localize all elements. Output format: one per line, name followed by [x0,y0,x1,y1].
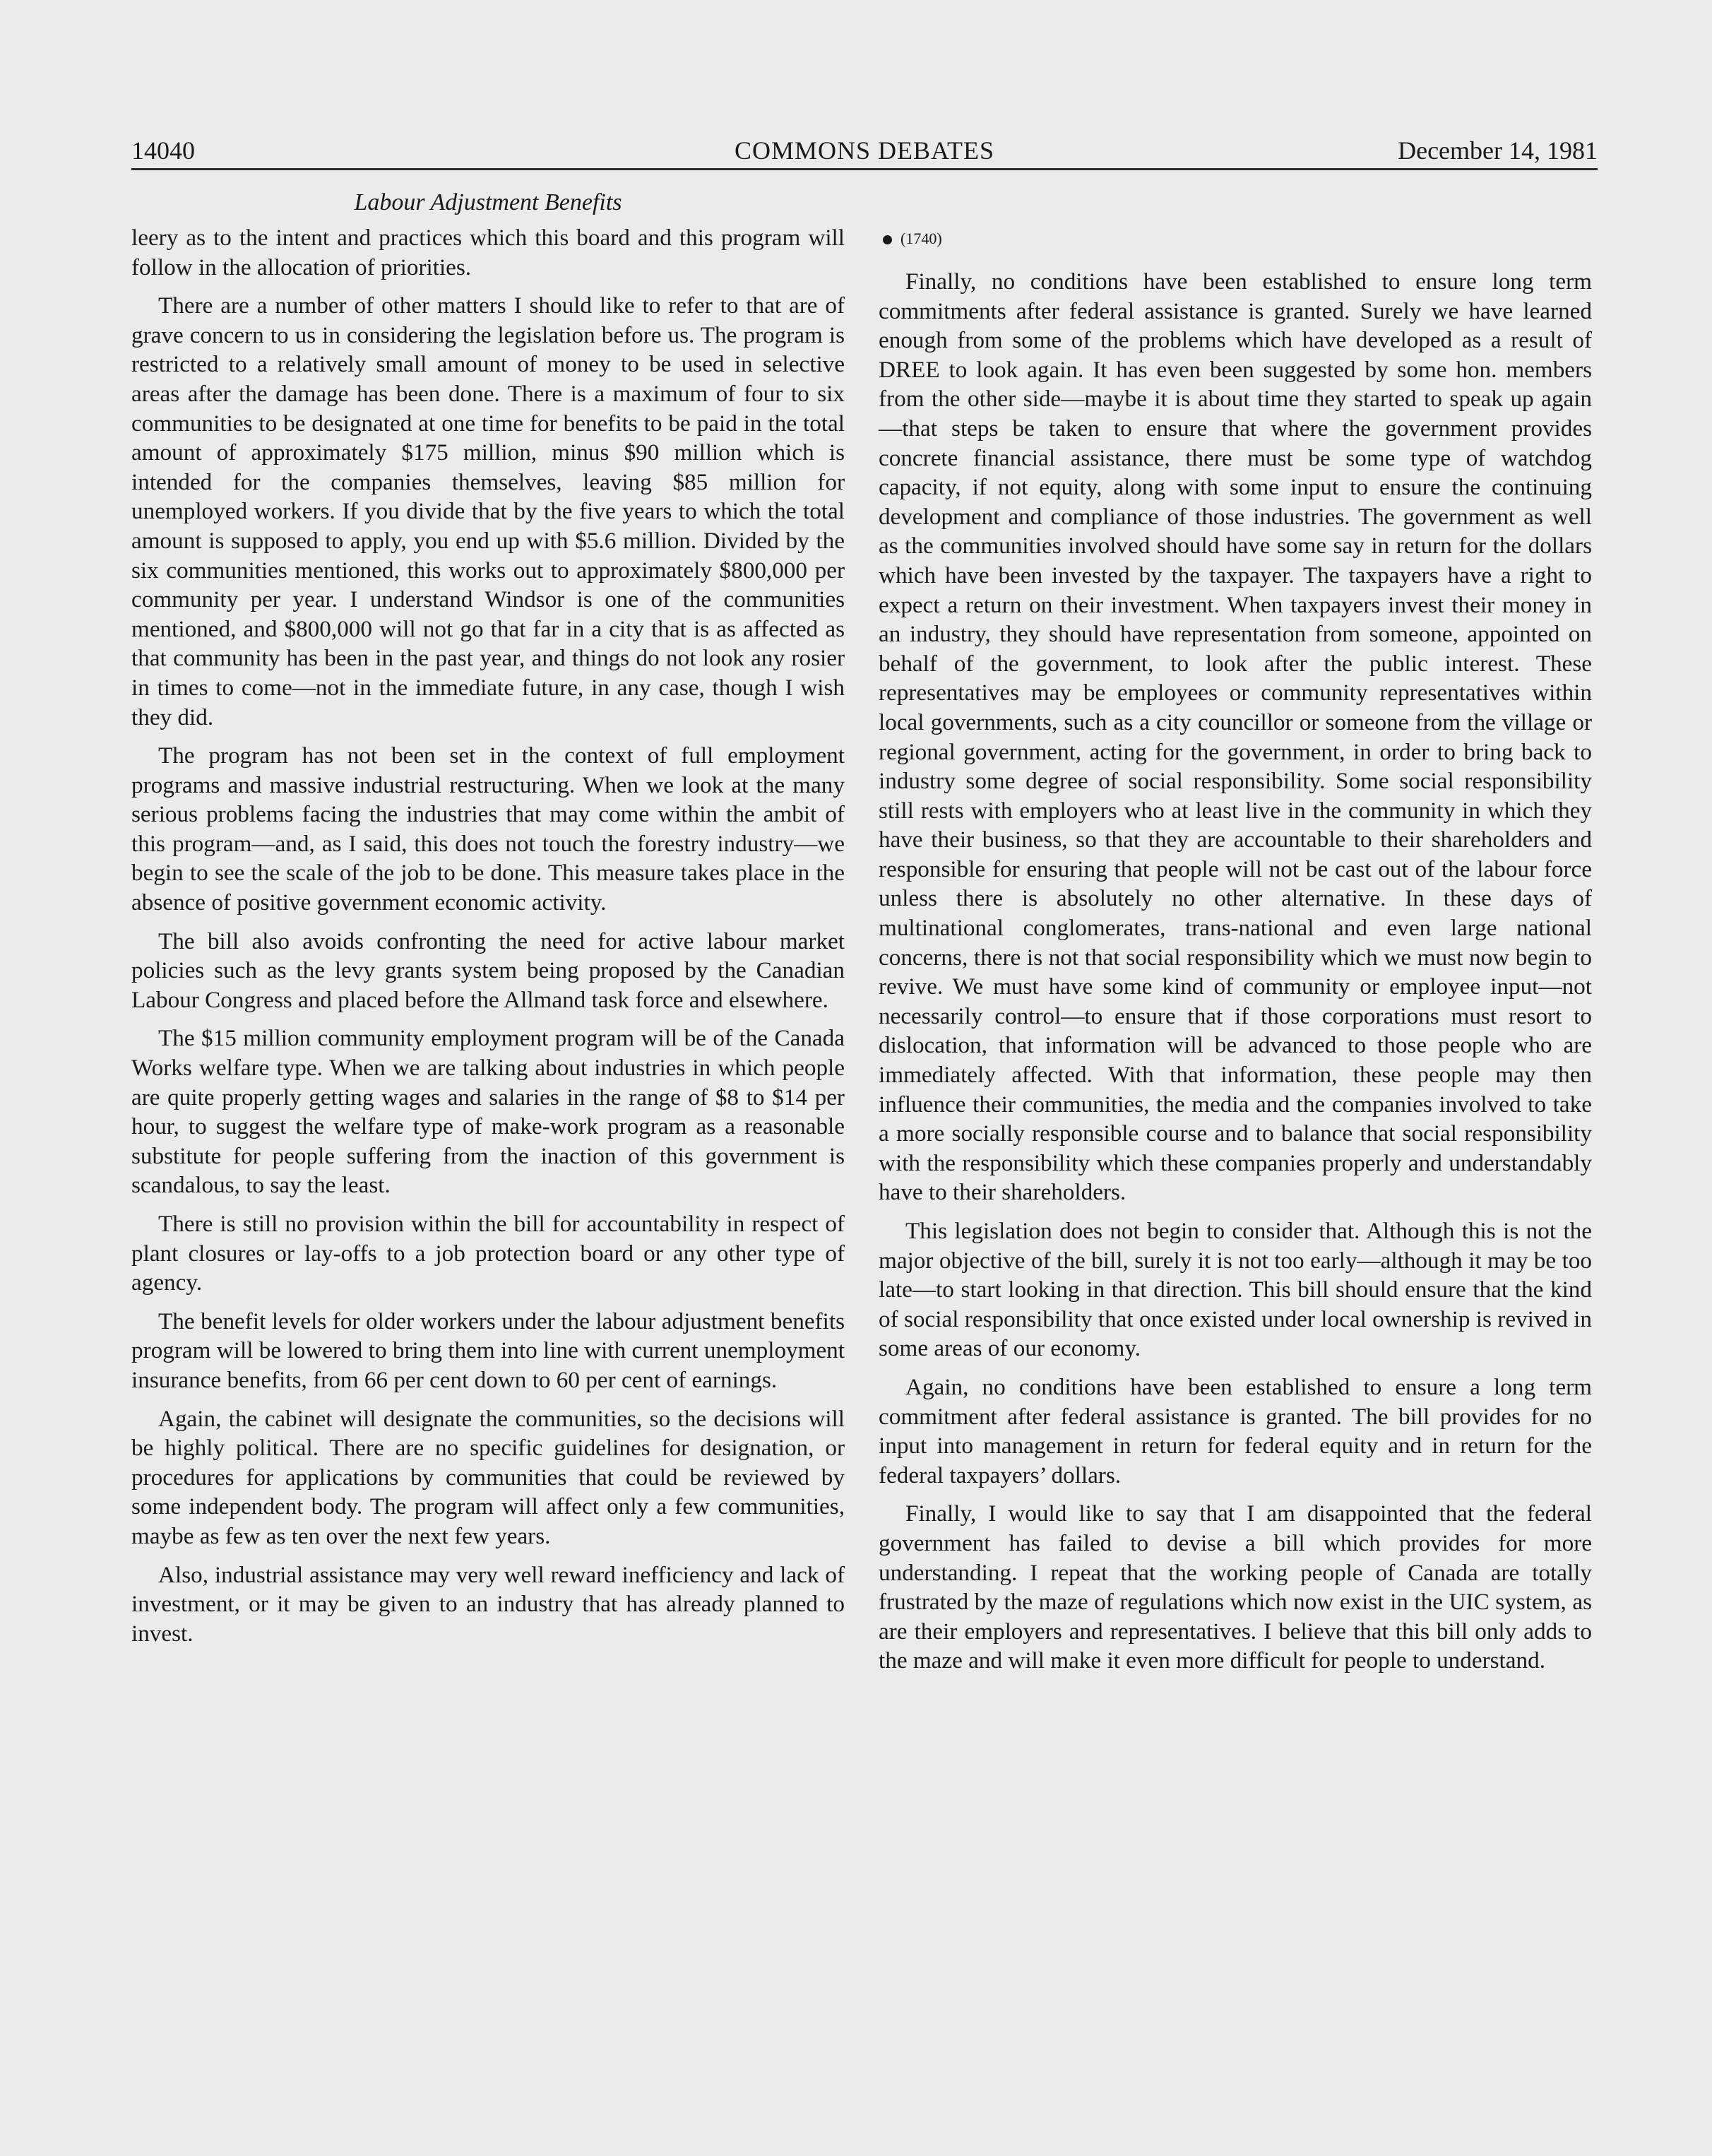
paragraph: This legislation does not begin to consider that. Although this is not the major objective of the bill, surely it is not too early—although it may be too late—to start looking in that direction. This bill should ensure that the kind of social responsibility that once existed under local ownership is revived in some areas of our economy. [879,1218,1592,1362]
paragraph: leery as to the intent and practices which this board and this program will follow in the allocation of priorities. [131,225,845,280]
running-header [131,133,1598,168]
paragraph: The program has not been set in the context of full employment programs and massive industrial restructuring. When we look at the many serious problems facing the industries that may come within the ambit of this program—and, as I said, this does not touch the forestry industry—we begin to see the scale of the job to be done. This measure takes place in the absence of positive government economic activity. [131,742,845,916]
right-column [879,223,1592,1685]
time-marker [883,223,1592,254]
left-column [131,223,845,1657]
paragraph: The $15 million community employment program will be of the Canada Works welfare type. When we are talking about industries in which people are quite properly getting wages and salaries in the range of $8 to $14 per hour, to suggest the welfare type of make-work program as a reasonable substitute for people suffering from the inaction of this government is scandalous, to say the least. [131,1025,845,1199]
section-subheading: Labour Adjustment Benefits [354,189,622,215]
paragraph: There are a number of other matters I should like to refer to that are of grave concern to us in considering the legislation before us. The program is restricted to a relatively small amount of money to be used in selective areas after the damage has been done. There is a maximum of four to six communities to be designated at one time for benefits to be paid in the total amount of approximately $175 million, minus $90 million which is intended for the companies themselves, leaving $85 million for unemployed workers. If you divide that by the five years to which the total amount is supposed to apply, you end up with $5.6 million. Divided by the six communities mentioned, this works out to approximately $800,000 per community per year. I understand Windsor is one of the communities mentioned, and $800,000 will not go that far in a city that is as affected as that community has been in the past year, and things do not look any rosier in times to come—not in the immediate future, in any case, though I wish they did. [131,292,845,730]
paragraph: Again, no conditions have been established to ensure a long term commitment after federal assistance is granted. The bill provides for no input into management in return for federal equity and in return for the federal taxpayers’ dollars. [879,1373,1592,1488]
publication-date: December 14, 1981 [1398,136,1598,165]
paragraph: The benefit levels for older workers under the labour adjustment benefits program will be lowered to bring them into line with current unemployment insurance benefits, from 66 per cent down to 60 per cent of earnings. [131,1308,845,1393]
time-marker-text: (1740) [900,230,942,247]
publication-title: COMMONS DEBATES [734,136,995,165]
paragraph: Again, the cabinet will designate the communities, so the decisions will be highly political. There are no specific guidelines for designation, or procedures for applications by communities that could be reviewed by some independent body. The program will affect only a few communities, maybe as few as ten over the next few years. [131,1405,845,1549]
page-number: 14040 [131,136,195,165]
paragraph: Finally, no conditions have been established to ensure long term commitments after federal assistance is granted. Surely we have learned enough from some of the problems which have developed as a result of DREE to look again. It has even been suggested by some hon. members from the other side—maybe it is about time they started to speak up again—that steps be taken to ensure that where the government provides concrete financial assistance, there must be some type of watchdog capacity, if not equity, along with some input to ensure the continuing development and compliance of those industries. The government as well as the communities involved should have some say in return for the dollars which have been invested by the taxpayer. The taxpayers have a right to expect a return on their investment. When taxpayers invest their money in an industry, they should have representation from someone, appointed on behalf of the government, to look after the public interest. These representatives may be employees or community representatives within local governments, such as a city councillor or someone from the village or regional government, acting for the government, in order to bring back to industry some degree of social responsibility. Some social responsibility still rests with employers who at least live in the community in which they have their business, so that they are accountable to their shareholders and responsible for ensuring that people will not be cast out of the labour force unless there is absolutely no other alternative. In these days of multinational conglomerates, trans-national and even large national concerns, there is not that social responsibility which we must now begin to revive. We must have some kind of community or employee input—not necessarily control—to ensure that if those corporations must resort to dislocation, that information will be advanced to those people who are immediately affected. With that information, these people may then influence their communities, the media and the companies involved to take a more socially responsible course and to balance that social responsibility with the responsibility which these companies properly and understandably have to their shareholders. [879,268,1592,1206]
bullet-dot-icon [883,235,892,244]
paragraph: Finally, I would like to say that I am disappointed that the federal government has failed to devise a bill which provides for more understanding. I repeat that the working people of Canada are totally frustrated by the maze of regulations which now exist in the UIC system, as are their employers and representatives. I believe that this bill only adds to the maze and will make it even more difficult for people to understand. [879,1500,1592,1674]
paragraph: The bill also avoids confronting the need for active labour market policies such as the levy grants system being proposed by the Canadian Labour Congress and placed before the Allmand task force and elsewhere. [131,928,845,1013]
paragraph: Also, industrial assistance may very well reward inefficiency and lack of investment, or it may be given to an industry that has already planned to invest. [131,1561,845,1647]
header-rule [131,168,1598,170]
paragraph: There is still no provision within the bill for accountability in respect of plant closures or lay-offs to a job protection board or any other type of agency. [131,1211,845,1296]
